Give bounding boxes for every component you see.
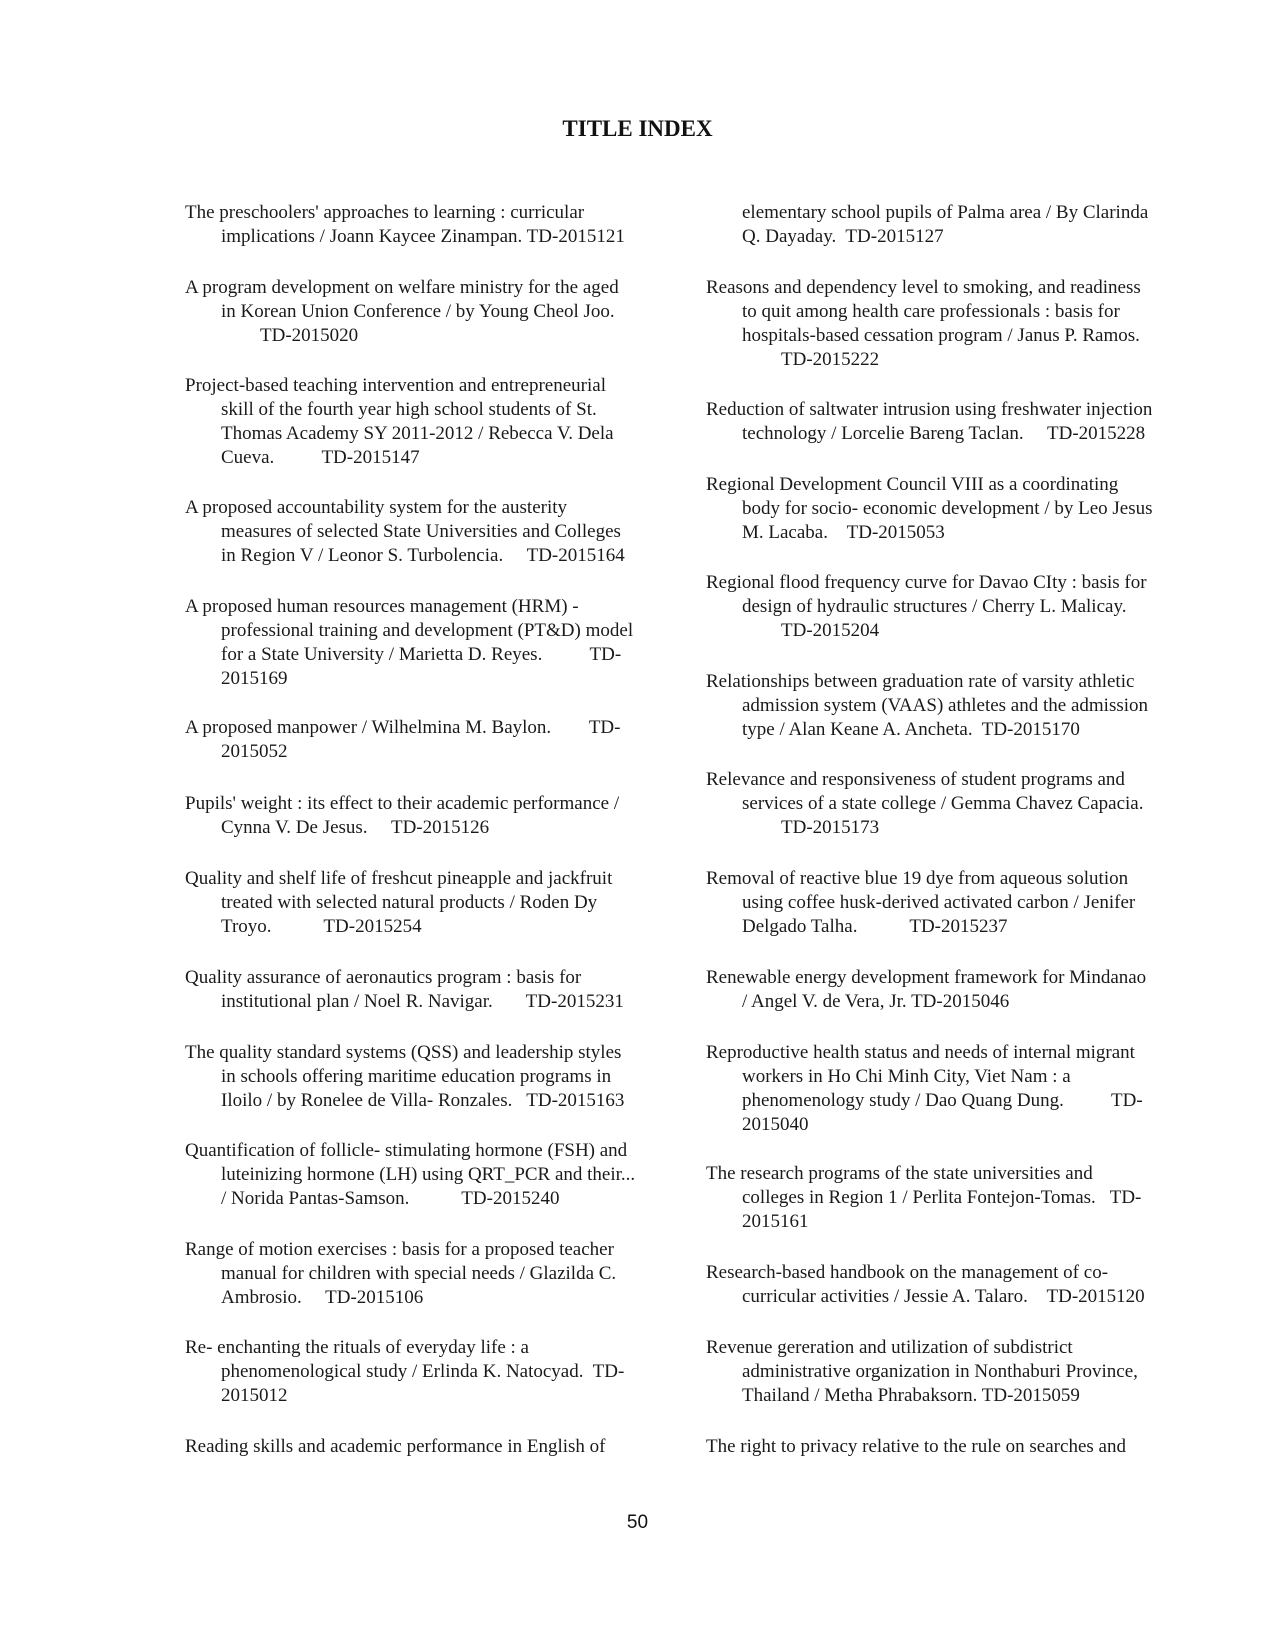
index-entry	[706, 1435, 1126, 1459]
entry-line: Ambrosio. TD-2015106	[221, 1287, 424, 1308]
entry-line: hospitals-based cessation program / Janus P. Ramos.	[742, 325, 1140, 346]
index-entry	[185, 966, 624, 1014]
entry-line: Delgado Talha. TD-2015237	[742, 916, 1008, 937]
entry-line: services of a state college / Gemma Chavez Capacia.	[742, 793, 1144, 814]
index-entry	[706, 276, 1141, 372]
index-entry	[185, 1139, 635, 1211]
entry-line: elementary school pupils of Palma area / By Clarinda	[742, 202, 1149, 223]
entry-line: A proposed manpower / Wilhelmina M. Baylon. TD-	[185, 717, 621, 738]
entry-line: TD-2015222	[781, 349, 880, 370]
entry-line: Renewable energy development framework for Mindanao	[706, 967, 1147, 988]
entry-line: Reasons and dependency level to smoking, and readiness	[706, 277, 1141, 298]
entry-line: measures of selected State Universities and Colleges	[221, 521, 621, 542]
entry-line: type / Alan Keane A. Ancheta. TD-2015170	[742, 719, 1080, 740]
entry-line: colleges in Region 1 / Perlita Fontejon-Tomas. TD-	[742, 1187, 1142, 1208]
entry-line: A proposed human resources management (HRM) -	[185, 596, 579, 617]
entry-line: manual for children with special needs / Glazilda C.	[221, 1263, 617, 1284]
entry-line: Quality assurance of aeronautics program : basis for	[185, 967, 582, 988]
entry-line: A program development on welfare ministry for the aged	[185, 277, 619, 298]
index-entry	[185, 792, 619, 840]
page-title: TITLE INDEX	[562, 116, 713, 141]
index-entry	[185, 716, 620, 764]
entry-line: Research-based handbook on the management of co-	[706, 1262, 1109, 1283]
entry-line: TD-2015204	[781, 620, 880, 641]
entry-line: A proposed accountability system for the austerity	[185, 497, 568, 518]
entry-line: to quit among health care professionals : basis for	[742, 301, 1120, 322]
index-entry	[706, 867, 1135, 939]
entry-line: professional training and development (PT&D) model	[221, 620, 634, 641]
entry-line: The quality standard systems (QSS) and leadership styles	[185, 1042, 622, 1063]
index-entry	[185, 374, 614, 470]
entry-line: 2015040	[742, 1114, 809, 1135]
index-entry	[185, 201, 625, 249]
index-entry	[706, 768, 1143, 840]
entry-line: in Region V / Leonor S. Turbolencia. TD-2015164	[221, 545, 625, 566]
entry-line: Relevance and responsiveness of student programs and	[706, 769, 1125, 790]
entry-line: admission system (VAAS) athletes and the admission	[742, 695, 1149, 716]
entry-line: Project-based teaching intervention and entrepreneurial	[185, 375, 606, 396]
entry-line: Thomas Academy SY 2011-2012 / Rebecca V. Dela	[221, 423, 614, 444]
entry-line: administrative organization in Nonthaburi Province,	[742, 1361, 1138, 1382]
entry-line: 2015052	[221, 741, 288, 762]
entry-line: body for socio- economic development / by Leo Jesus	[742, 498, 1153, 519]
entry-line: phenomenology study / Dao Quang Dung. TD-	[742, 1090, 1143, 1111]
page-number: 50	[626, 1512, 649, 1533]
entry-line: phenomenological study / Erlinda K. Natocyad. TD-	[221, 1361, 625, 1382]
entry-line: Pupils' weight : its effect to their academic performance /	[185, 793, 620, 814]
index-entry	[185, 1238, 616, 1310]
entry-line: Quantification of follicle- stimulating hormone (FSH) and	[185, 1140, 628, 1161]
index-entry	[706, 571, 1147, 643]
index-entry	[185, 867, 612, 939]
entry-line: Q. Dayaday. TD-2015127	[742, 226, 944, 247]
entry-line: Reproductive health status and needs of internal migrant	[706, 1042, 1135, 1063]
entry-line: The preschoolers' approaches to learning : curricular	[185, 202, 585, 223]
index-entry	[185, 276, 619, 348]
index-entry	[706, 1261, 1145, 1309]
entry-line: using coffee husk-derived activated carbon / Jenifer	[742, 892, 1136, 913]
entry-line: Regional flood frequency curve for Davao CIty : basis for	[706, 572, 1147, 593]
entry-line: curricular activities / Jessie A. Talaro. TD-2015120	[742, 1286, 1145, 1307]
entry-line: skill of the fourth year high school students of St.	[221, 399, 597, 420]
index-entry	[706, 1336, 1138, 1408]
entry-line: Reduction of saltwater intrusion using freshwater injection	[706, 399, 1153, 420]
entry-line: Re- enchanting the rituals of everyday life : a	[185, 1337, 529, 1358]
entry-line: Iloilo / by Ronelee de Villa- Ronzales. TD-2015163	[221, 1090, 625, 1111]
entry-line: in Korean Union Conference / by Young Cheol Joo.	[221, 301, 615, 322]
entry-line: TD-2015020	[260, 325, 359, 346]
index-entry	[706, 473, 1153, 545]
entry-line: / Angel V. de Vera, Jr. TD-2015046	[742, 991, 1010, 1012]
entry-line: Relationships between graduation rate of varsity athletic	[706, 671, 1135, 692]
entry-line: 2015169	[221, 668, 288, 689]
entry-line: / Norida Pantas-Samson. TD-2015240	[221, 1188, 560, 1209]
index-entry	[185, 1336, 624, 1408]
entry-line: luteinizing hormone (LH) using QRT_PCR and their...	[221, 1164, 636, 1185]
entry-line: M. Lacaba. TD-2015053	[742, 522, 945, 543]
entry-line: for a State University / Marietta D. Reyes. TD-	[221, 644, 622, 665]
index-entry	[185, 595, 633, 691]
entry-line: implications / Joann Kaycee Zinampan. TD-2015121	[221, 226, 625, 247]
entry-line: Removal of reactive blue 19 dye from aqueous solution	[706, 868, 1129, 889]
entry-line: TD-2015173	[781, 817, 880, 838]
entry-line: Quality and shelf life of freshcut pineapple and jackfruit	[185, 868, 613, 889]
entry-line: Range of motion exercises : basis for a proposed teacher	[185, 1239, 614, 1260]
entry-line: treated with selected natural products / Roden Dy	[221, 892, 598, 913]
index-entry	[185, 1041, 624, 1113]
index-entry	[185, 1435, 606, 1459]
index-entry	[706, 1162, 1141, 1234]
entry-line: Reading skills and academic performance in English of	[185, 1436, 606, 1457]
entry-line: 2015161	[742, 1211, 809, 1232]
entry-line: Cynna V. De Jesus. TD-2015126	[221, 817, 490, 838]
entry-line: The right to privacy relative to the rule on searches and	[706, 1436, 1126, 1457]
index-entry	[706, 398, 1152, 446]
index-entry	[706, 966, 1146, 1014]
entry-line: in schools offering maritime education programs in	[221, 1066, 612, 1087]
entry-line: Thailand / Metha Phrabaksorn. TD-2015059	[742, 1385, 1080, 1406]
entry-line: technology / Lorcelie Bareng Taclan. TD-2015228	[742, 423, 1146, 444]
index-entry	[706, 670, 1148, 742]
entry-line: institutional plan / Noel R. Navigar. TD-2015231	[221, 991, 624, 1012]
entry-line: Regional Development Council VIII as a coordinating	[706, 474, 1119, 495]
entry-line: workers in Ho Chi Minh City, Viet Nam : a	[742, 1066, 1071, 1087]
entry-line: design of hydraulic structures / Cherry L. Malicay.	[742, 596, 1127, 617]
entry-line: Troyo. TD-2015254	[221, 916, 422, 937]
index-entry	[706, 1041, 1143, 1137]
entry-line: The research programs of the state universities and	[706, 1163, 1093, 1184]
entry-line: Revenue gereration and utilization of subdistrict	[706, 1337, 1073, 1358]
entry-line: Cueva. TD-2015147	[221, 447, 420, 468]
index-entry	[185, 496, 625, 568]
entry-line: 2015012	[221, 1385, 288, 1406]
index-entry	[706, 201, 1148, 249]
